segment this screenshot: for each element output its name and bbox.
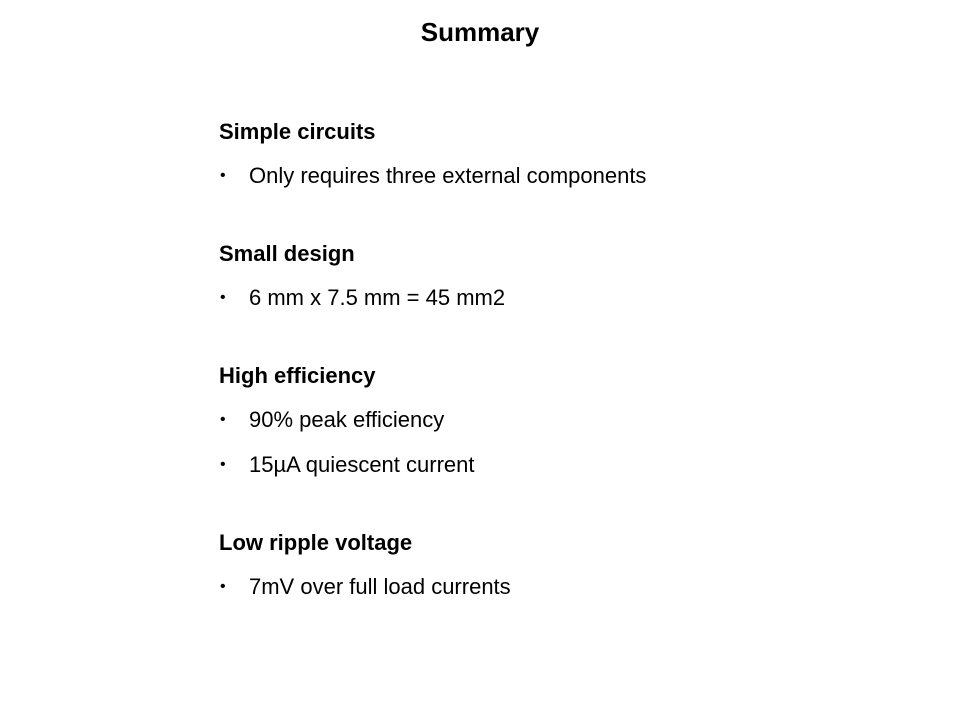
section-small-design xyxy=(219,237,919,315)
section-heading: Small design xyxy=(219,241,355,266)
section-heading: Simple circuits xyxy=(219,119,376,144)
section-heading: Low ripple voltage xyxy=(219,530,413,555)
bullet-item xyxy=(219,281,919,315)
section-simple-circuits xyxy=(219,115,919,193)
bullet-list xyxy=(219,281,919,315)
bullet-list xyxy=(219,403,919,482)
bullet-item xyxy=(219,159,919,193)
bullet-icon: • xyxy=(220,167,226,184)
section-low-ripple-voltage xyxy=(219,526,919,604)
slide-title: Summary xyxy=(420,17,540,47)
bullet-list xyxy=(219,159,919,193)
bullet-text: 6 mm x 7.5 mm = 45 mm2 xyxy=(249,285,506,310)
bullet-item xyxy=(219,448,919,482)
bullet-item xyxy=(219,403,919,437)
bullet-icon: • xyxy=(220,456,226,473)
bullet-text: 90% peak efficiency xyxy=(249,407,445,432)
summary-content xyxy=(219,115,919,648)
bullet-icon: • xyxy=(220,289,226,306)
bullet-text: 7mV over full load currents xyxy=(249,574,511,599)
section-high-efficiency xyxy=(219,359,919,482)
section-heading: High efficiency xyxy=(219,363,376,388)
bullet-icon: • xyxy=(220,578,226,595)
bullet-item xyxy=(219,570,919,604)
bullet-text: Only requires three external components xyxy=(249,163,647,188)
bullet-list xyxy=(219,570,919,604)
bullet-text: 15µA quiescent current xyxy=(249,452,475,477)
bullet-icon: • xyxy=(220,411,226,428)
